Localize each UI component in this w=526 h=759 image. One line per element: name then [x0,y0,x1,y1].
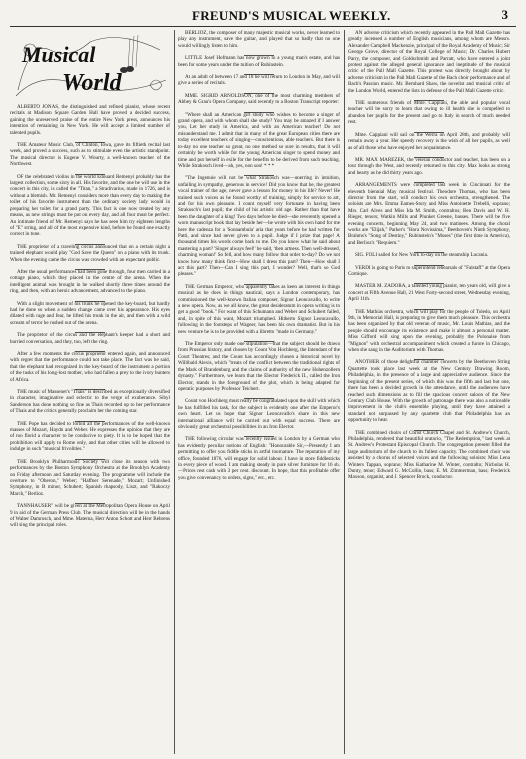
column-1-articles [10,104,170,529]
page-header [0,0,526,30]
article-paragraph: Count von Hochberg must really be congratulated upon the skill with which he has fulfilled his task, for the subject is evidently one after the Emperor's own heart. Let us hope that Signor Leoncavallo's share in this new international alliance will be carried out with equal success. There are obviously great orchestral possibilities in an Iron Elector. [178,398,340,430]
article-paragraph: THE following circular was recently issued in London by a German who has evidently peculiar notions of English: "Honourable Sir,—Presently I am permitting to offer you fiddle sticks in artful tournature. The reputation of my office, founded 1876, will engage for solid labour. I have in store fiddlesticks in every piece of wood. I am making steady in pure silver furniture for 16 sh.—Prices rest cash with 3 per cent. discount. In hope, that this profitable offer you give convenancy to orders, signs," etc., etc. [178,436,340,481]
article-paragraph: Mme. Cappiani will sail on the Werra on April 28th, and probably will remain away a year. Her speedy recovery is the wish of all her pupils, as well as of all those who have enjoyed her acquaintance. [348,131,510,151]
masthead-title: FREUND'S MUSICAL WEEKLY. [192,8,391,23]
column-divider-2 [344,30,345,754]
column-2-articles [178,30,340,481]
logo-word-musical: Musical [22,42,96,67]
page-number: 3 [501,7,508,22]
article-paragraph: MASTER M. ZADORA, a talented young pianist, ten years old, will give a concert at Fifth Avenue Hall, 21 West Forty-second street, Wednesday evening, April 11th. [348,283,510,303]
article-paragraph: "The Ingenuie will not be what Strakosch was—unerring in intuition, unfailing in sympathy, generous in service! Did you know that he, the greatest vocal trainer of the age, never gave a lesson for money in his life? Never! He trained such voices as he found worthy of training, simply for service to art, and for his own pleasure. I count myself very fortunate in having been Strakosch's last pupil; the child of his artistic old age. Rather than that have been the daughter of a king! Two days before he died—she reverently opened a worn manuscript book that lay beside her—he wrote with his own hand for me here the cadenza for a 'Sonnambula' aria that years before he had written for Patti, and since had never given to a pupil. Judge if I prize that page! A thousand times his words come back to me. Do you know what he said about mastering a part? 'Singer always feel!' he said, 'then artness. Then well-dressed, charming woman!' So fell, and how many follow that order to-day? Do we not know how many think first—How shall I dress this part? Then—How shall I act this part? Then—Can I sing this part, I wonder? Well, that's so God pleases." [178,175,340,278]
article-paragraph: "Where shall an American girl study who wishes to become a singer of grand opera, and with whom shall she study? You may be amazed if I answer you, Let her study in America, and with an American teacher! Do not misunderstand me. I admit that in many of the great European cities there are today excellent teachers of singing—conscientious, able teachers. But there is to-day no one teacher so great, no one method so sure in results, that it will certainly be worth while for the young American singer to spend money and time and put herself in exile for the benefits to be derived from such teaching. While Strakosch lived—ah, yes, non son! * * * [178,111,340,169]
article-paragraph: TANNHAUSER" will be given at the Metropolitan Opera House on April 9 in aid of the German Press Club. The musical direction will be in the hands of Walter Damrosch, and Mme. Materna, Herr Anton Schott and Herr Behrens will sing the principal roles. [10,503,170,529]
article-paragraph: THE Pope has decided to forbid all the performances of the well-known masses of Mozart, Haydn and Weber. He expresses the opinion that they are of too florid a character to be conducive to piety. It is to be hoped that the prohibition will apply to Rome only, and that other cities will be allowed to indulge in such "musical frivolities." [10,420,170,453]
column-3 [348,30,510,755]
article-paragraph: THE Amateur Music Club, of Clinton, Iowa, gave its fiftieth recital last week, and proved a success, such as to stimulate even the artistic standpoint. The musical director is Eugene V. Wourty, a well-known teacher of the Northwest. [10,142,170,168]
article-paragraph: MME. SIGRID ARNOLDSON, one of the most charming members of Abbey & Grau's Opera Company, said recently to a Boston Transcript reporter: [178,92,340,106]
article-paragraph: The Emperor only made one stipulation—that the subject should be drawn from Prussian history, and chosen by Count Von Hochberg, the Intendant of the Court Theatres; and the Count has accordingly chosen a historical novel by Willibald Alexis, which "treats of the conflict between the traditional rights of the Mark of Brandenburg and the claims of authority of the new Hohenzollern dynasty." Furthermore, we learn that the Elector Frederick II., called the Iron Elector, stands in the foreground of the plot, which is being adapted for operatic purposes by Professor Teichert. [178,341,340,392]
article-paragraph: ALBERTO JONAS, the distinguished and refined pianist, whose recent recitals at Madison Square Garden Hall have proved a decided success, gaining the unreserved praise of the entire New York press, announces his intention of remaining in New York. He will accept a limited number of talented pupils. [10,104,170,136]
article-paragraph: THE combined choirs of Christ Church Chapel and St. Andrew's Church, Philadelphia, rendered that beautiful oratorio, "The Redemption," last week at St. Andrew's Protestant Episcopal Church. The congregation present filled the large auditorium of the church to its fullest capacity. The combined choir was assisted by a chorus of selected voices and the following soloists: Miss Lena Winters Tappan, soprano; Miss Katharine M. Winter, contralto; Nicholas H. Dunty, tenor; Edward G. McCollin, bass; E. M. Zimmerman, bass; Frederick Maxson, organist, and J. Spencer Brock, conductor. [348,429,510,481]
article-paragraph: The proprietor of the circus and the elephant's keeper had a short and hurried conversation, and they, too, left the ring. [10,332,170,345]
article-paragraph: After the usual performances had been gone through, four men carried in a cottage piano, which they placed in the centre of the arena. When the intelligent animal was brought in he walked shortly three times around the ring, and then, with an heroic advancement, advanced to the piano. [10,268,170,295]
article-paragraph: THE Brooklyn Philharmonic Society will close its season with two performances by the Boston Symphony Orchestra at the Brooklyn Academy on Friday afternoon and Saturday evening. The programme will include the overture to "Oberon," Weber; "Haffner Serenade," Mozart; Unfinished Symphony, in B minor, Schubert; Spanish rhapsody, Liszt, and "Rakoczy March," Berlioz. [10,458,170,497]
article-paragraph: AN adverse criticism which recently appeared in the Pall Mall Gazette has greatly incensed a number of English musicians, among whom are Messrs. Alexander Campbell Mackenzie, principal of the Royal Academy of Music; Sir George Grove, director of the Royal College of Music; Dr. Charles Hubert Parry, the composer, and Goldschmidt and Parratt, who have entered a joint protest against the alleged general ignorance and ineptitude of the musical critic of the Pall Mall Gazette. This protest was directly brought about by adverse criticism in the Pall Mall Gazette of the Bach choir performance and of Bach's Passion music. Mr. Bernhard Shaw, the novelist and musical critic of the London World, entered the lists in defense of the Pall Mall Gazette critic. [348,30,510,94]
logo-word-world: World [62,70,122,96]
article-paragraph: THE numerous friends of Mme. Cappiani, the able and popular vocal teacher will be sorry to learn that owing to ill health she is compelled to abandon her pupils for the present and go to Italy in search of much needed rest. [348,100,510,126]
article-paragraph: LITTLE Josef Hofmann has now grown to a young man's estate, and has been for some years under the tuition of Rubinstein. [178,55,340,68]
article-paragraph: ANOTHER of those delightful chamber concerts by the Beethoven String Quartette took place last week at the New Century Drawing Room, Philadelphia, in the presence of a large and appreciative audience. Since the beginning of the present series, of which this was the fifth and last but one, there has been a decided growth in the attendance, until the audiences have reached such dimensions as to fill the spacious concert saloon of the New Century Club House. With the growth of patronage there was also a noticeable improvement in the club's ensemble playing, until they have attained a standard not surpassed by any quartette club that Philadelphia has an opportunity to hear. [348,359,510,424]
column-3-articles [348,30,510,481]
article-paragraph: After a few moments the circus proprietor entered again, and announced with regret that the performance could not take place. The fact was he said, that the elephant had recognized in the key-board of the instrument a portion of the tusks of his long-lost mother, who had fallen a prey to the ivory hunters of Africa. [10,351,170,383]
header-rule [10,26,516,27]
column-2 [178,30,340,755]
article-paragraph: At an adult of between 17 and 18 he will return to London in May, and will give a series of recitals. [178,74,340,87]
musical-world-logo [10,30,170,100]
article-paragraph: BERLIOZ, the composer of many majestic musical works, never learned to play any instrument, save the guitar, and played that so badly that no one would willingly listen to him. [178,30,340,49]
logo-artwork [10,30,170,100]
article-paragraph: THE Mathias orchestra, which will play for the people of Toledo, on April 9th, in Memorial Hall, is preparing to give them much pleasure. This orchestra has been organized by that old veteran of music, Mr. Louis Mathias, and the people should encourage its existence and make it almost a personal matter. Miss Gifford will sing upon the evening, probably the Polonaise from "Mignon" with orchestral accompaniment which created a furore in Chicago, when she sang in the Auditorium with Thomas. [348,308,510,354]
article-paragraph: SIG. FOLI sailed for New York to-day on the steamship Lucania. [355,252,489,259]
article-paragraph: THE music of Massenet's "Thais" is described as exceptionally diversified in character, imaginative and eclectic to the verge of exuberance. Sibyl Sanderson has done nothing so fine as Thais recorded up to her performance of Thais and the critics generally proclaim her the coming star. [10,389,170,415]
column-divider-1 [174,30,175,754]
article-paragraph: THE German Emperor, who apparently takes as keen an interest in things musical as he does in things nautical, says a London contemporary, has commissioned the well-known Italian composer, Signor Leoncavallo, to write a new opera. Now, as we all know, the great desideratum in opera writing is to get a good "book." For want of this Schumann and Weber and Schubert failed, and, in spite of this want, Mozart triumphed. Hitherto Signor Leoncavallo, following in the footsteps of Wagner, has been his own dramatist. But in his new venture he is to be provided with a libretto "made in Germany." [178,283,340,335]
article-paragraph: With a slight movement of his trunk he opened the key-board, but hardly had he done so when a sudden change came over his appearance. His eyes dilated with rage and fear, he lifted his trunk in the air, and then with a wild scream of terror he rushed out of the arena. [10,300,170,326]
article-paragraph: VERDI is going to Paris to superintend rehearsals of "Falstaff" at the Opera Comique. [348,264,510,277]
article-paragraph: MR. MAX MAREZEK, the veteran conductor and teacher, has been on a tour through the West, and recently returned to this city. Max looks as strong and hearty as he did thirty years ago. [348,156,510,176]
article-paragraph: THE proprietor of a traveling circus announced that on a certain night a trained elephant would play "God Save the Queen" on a piano with its trunk. When the evening came the circus was crowded with an expectant public. [10,243,170,263]
column-1 [10,30,170,755]
article-paragraph: OF the celebrated violins in the world Edouard Remenyi probably has the largest collection, some sixty in all. His favorite, and the one he will use in the concert in this city, is called the "Titan," a Stradivarius, made in 1726, and is without a blemish. Mr. Remenyi considers more than every day to making the toilet of his favorite instrument than the ordinary society lady would in preparing her toilet for a grand party. This fact is one now treated by any means, as new strings must be put on every day, and all four must be perfect. An intimate friend of Mr. Remenyi says he has seen him try eighteen lengths of "E" string, and all of the most expensive kind, before he found one exactly correct in tone. [10,173,170,238]
article-paragraph: ARRANGEMENTS were completed last week in Cincinnati for the eleventh biennial May musical festival. Theodore Thomas, who has been director from the start, will conduct his own orchestra, strengthened. The soloists are Mrs. Emma Eames-Story and Miss Antoinette Trebelli, soprano; Mrs. Carl Alves and Miss Ida M. Smith, contraltos; Ben Davis and W. H. Rieger, tenors; Watkin Mills and Plunket Greene, basses. There will be five evening concerts, beginning May 24, and two matinees. Among the choral works are "Elijah," Parker's "Hora Novissima," Beethoven's Ninth Symphony, Brahms's "Song of Destiny," Rubinstein's "Moses" (the first time in America), and Berlioz's "Requiem." [348,182,510,246]
